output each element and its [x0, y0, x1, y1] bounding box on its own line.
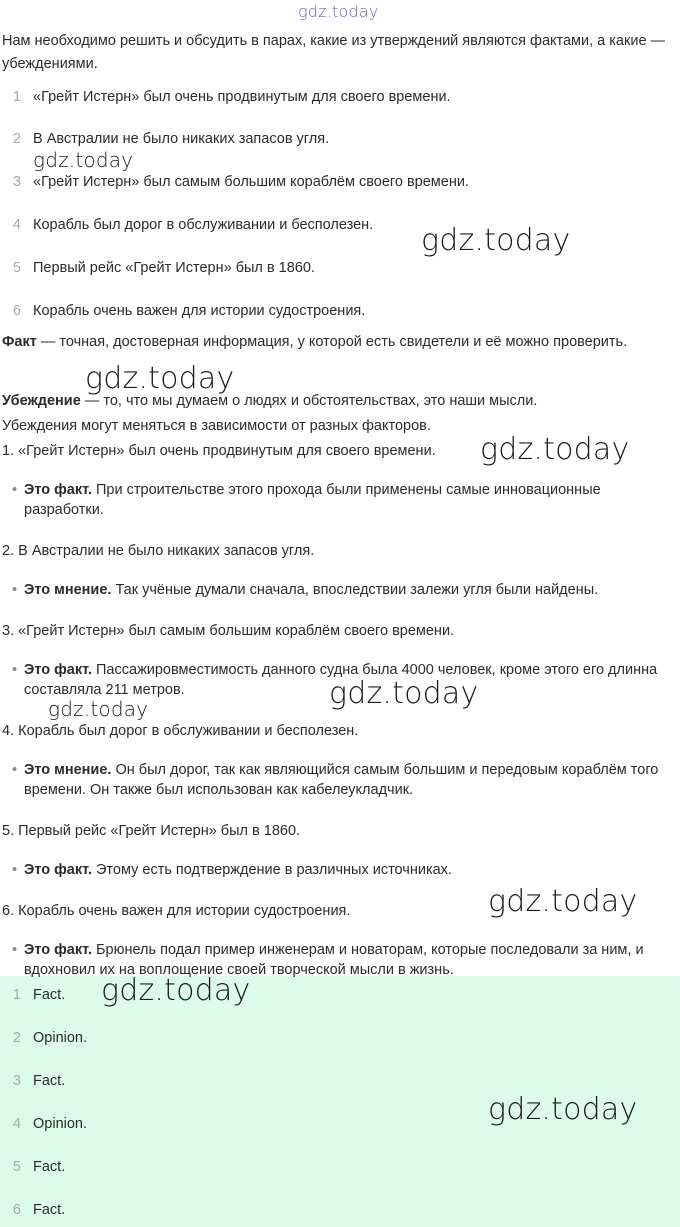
answer-question: 3. «Грейт Истерн» был самым большим кораблём своего времени.	[2, 623, 455, 639]
answer-explanation: Этому есть подтверждение в различных источниках.	[91, 862, 452, 878]
statement-item: Корабль очень важен для истории судостроения.	[33, 303, 366, 319]
english-answer: Fact.	[33, 1202, 66, 1218]
bullet-dot: •	[12, 582, 18, 598]
belief-extra: Убеждения могут меняться в зависимости от разных факторов.	[2, 418, 431, 434]
belief-definition	[2, 390, 678, 413]
statement-item: В Австралии не было никаких запасов угля.	[33, 131, 330, 147]
statement-item: «Грейт Истерн» был самым большим кораблём своего времени.	[33, 174, 469, 190]
bullet-dot: •	[12, 762, 18, 778]
list-number: 6	[12, 1202, 21, 1218]
answer-explanation: Так учёные думали сначала, впоследствии залежи угля были найдены.	[111, 582, 599, 598]
list-number: 4	[12, 217, 21, 233]
answer-question: 6. Корабль очень важен для истории судостроения.	[2, 903, 351, 919]
watermark: gdz.today	[488, 884, 638, 919]
answer-explanation: Брюнель подал пример инженерам и новаторам, которые последовали за ним, и вдохновил их на воплощение своей творческой мысли в жизнь.	[24, 942, 644, 978]
list-number: 5	[12, 260, 21, 276]
list-number: 3	[12, 1073, 21, 1089]
bullet-dot: •	[12, 482, 18, 498]
english-answer: Fact.	[33, 1073, 66, 1089]
answer-explanation: При строительстве этого прохода были применены самые инновационные разработки.	[24, 482, 601, 518]
answer-question: 5. Первый рейс «Грейт Истерн» был в 1860.	[2, 823, 301, 839]
answer-question: 1. «Грейт Истерн» был очень продвинутым для своего времени.	[2, 443, 436, 459]
english-answer: Fact.	[33, 1159, 66, 1175]
task-intro: Нам необходимо решить и обсудить в парах, какие из утверждений являются фактами, а какие — убеждениями.	[2, 33, 666, 72]
watermark: gdz.today	[101, 973, 251, 1008]
fact-definition	[2, 331, 678, 354]
answer-verdict: Это факт.	[24, 862, 92, 878]
answer-verdict: Это факт.	[24, 662, 92, 678]
watermark: gdz.today	[48, 697, 149, 721]
answer-verdict: Это факт.	[24, 942, 92, 958]
list-number: 1	[12, 89, 21, 105]
watermark-top: gdz.today	[298, 2, 379, 21]
list-number: 2	[12, 1030, 21, 1046]
watermark: gdz.today	[480, 432, 630, 467]
english-answer: Fact.	[33, 987, 66, 1003]
watermark: gdz.today	[421, 223, 571, 258]
answer-verdict: Это факт.	[24, 482, 92, 498]
answer-explanation: Пассажировместимость данного судна была 4000 человек, кроме этого его длинна составляла 211 метров.	[24, 662, 658, 698]
watermark: gdz.today	[329, 676, 479, 711]
list-number: 3	[12, 174, 21, 190]
english-answer: Opinion.	[33, 1030, 88, 1046]
statement-item: «Грейт Истерн» был очень продвинутым для своего времени.	[33, 89, 451, 105]
answer-verdict: Это мнение.	[24, 762, 112, 778]
list-number: 1	[12, 987, 21, 1003]
fact-term: Факт	[2, 334, 37, 350]
belief-text: — то, что мы думаем о людях и обстоятельствах, это наши мысли.	[80, 393, 538, 409]
statement-item: Первый рейс «Грейт Истерн» был в 1860.	[33, 260, 315, 276]
answer-question: 4. Корабль был дорог в обслуживании и бесполезен.	[2, 723, 359, 739]
list-number: 6	[12, 303, 21, 319]
watermark: gdz.today	[488, 1092, 638, 1127]
watermark: gdz.today	[33, 148, 134, 172]
bullet-dot: •	[12, 862, 18, 878]
list-number: 5	[12, 1159, 21, 1175]
answer-explanation: Он был дорог, так как являющийся самым большим и передовым кораблём того времени. Он также был использован как кабелеукладчик.	[24, 762, 659, 798]
bullet-dot: •	[12, 662, 18, 678]
statement-item: Корабль был дорог в обслуживании и бесполезен.	[33, 217, 374, 233]
list-number: 2	[12, 131, 21, 147]
belief-term: Убеждение	[2, 393, 81, 409]
fact-text: — точная, достоверная информация, у которой есть свидетели и её можно проверить.	[36, 334, 628, 350]
watermark: gdz.today	[85, 361, 235, 396]
answer-question: 2. В Австралии не было никаких запасов угля.	[2, 543, 315, 559]
english-answer: Opinion.	[33, 1116, 88, 1132]
list-number: 4	[12, 1116, 21, 1132]
bullet-dot: •	[12, 942, 18, 958]
answer-verdict: Это мнение.	[24, 582, 112, 598]
